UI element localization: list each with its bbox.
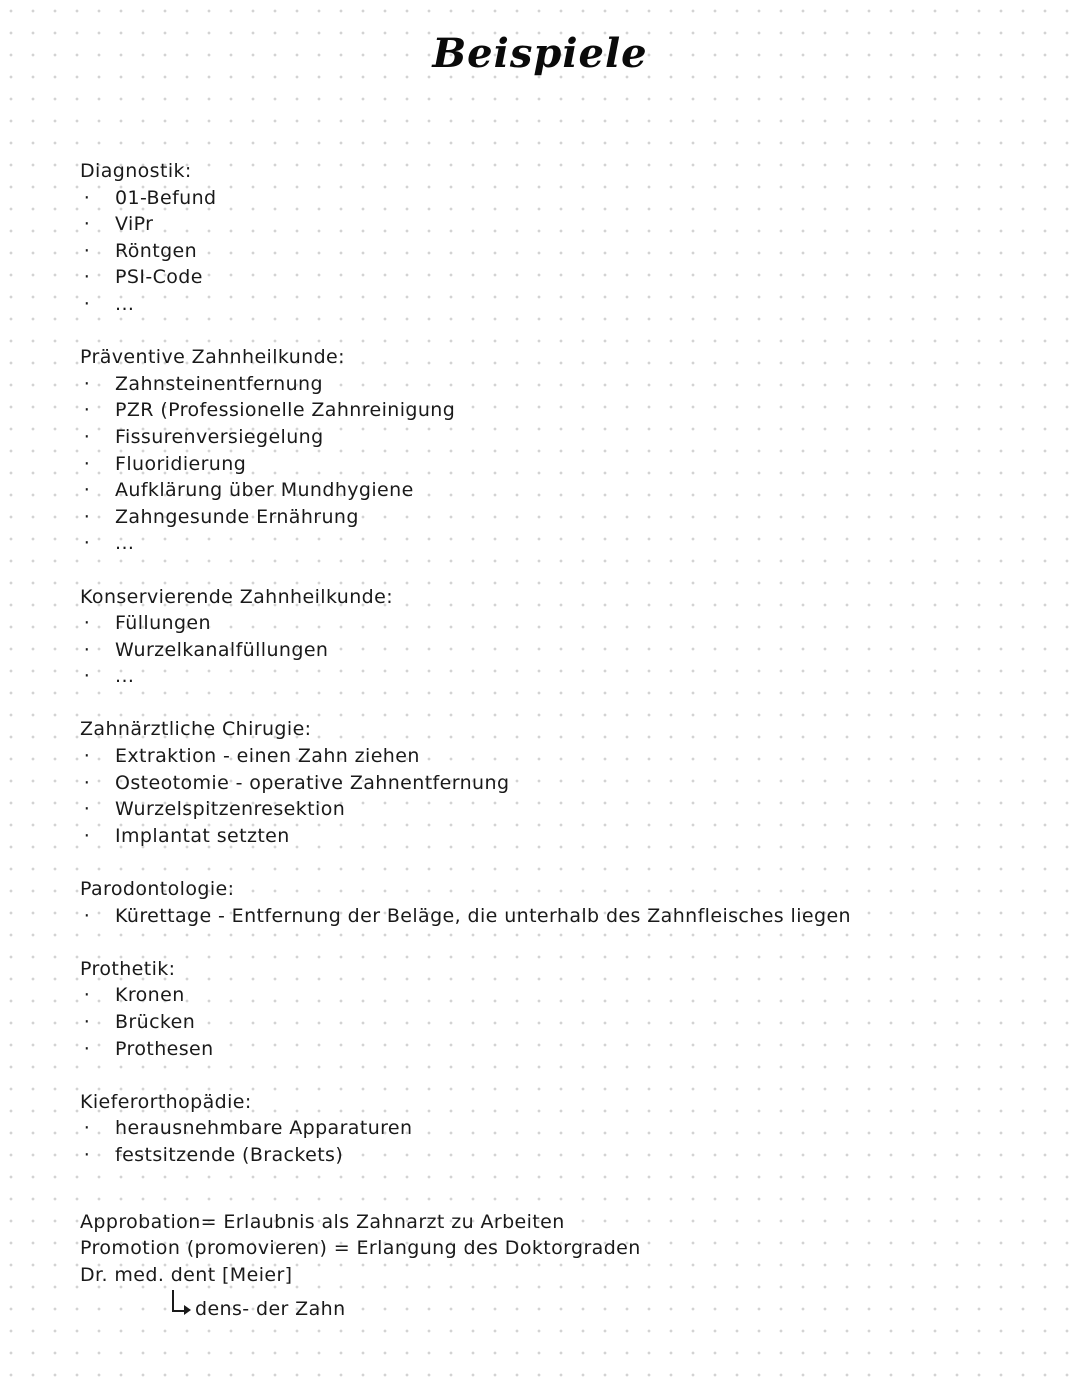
section-heading-parodontologie: Parodontologie:: [80, 878, 235, 901]
list-item: · Fissurenversiegelung: [80, 424, 1040, 451]
bullet-icon: ·: [83, 213, 91, 236]
list-item: · Prothesen: [80, 1036, 1040, 1063]
section-heading-kieferorthopaedie: Kieferorthopädie:: [80, 1090, 252, 1113]
list-item: · ViPr: [80, 211, 1040, 238]
list-item: · Fluoridierung: [80, 451, 1040, 478]
note-promotion: Promotion (promovieren) = Erlangung des Doktorgraden: [80, 1237, 641, 1260]
bullet-icon: ·: [83, 745, 91, 768]
list-item: · Implantat setzten: [80, 823, 1040, 850]
list-item: · Aufklärung über Mundhygiene: [80, 477, 1040, 504]
list-item: · Zahngesunde Ernährung: [80, 504, 1040, 531]
bullet-icon: ·: [83, 798, 91, 821]
bullet-icon: ·: [83, 239, 91, 262]
bullet-icon: ·: [83, 292, 91, 315]
section-heading-konservierende: Konservierende Zahnheilkunde:: [80, 585, 393, 608]
note-dens-text: dens- der Zahn: [195, 1298, 346, 1321]
list-item: · festsitzende (Brackets): [80, 1142, 1040, 1169]
bullet-icon: ·: [83, 612, 91, 635]
list-item: · herausnehmbare Apparaturen: [80, 1115, 1040, 1142]
arrow-head-icon: [184, 1305, 191, 1315]
list-item: · PZR (Professionelle Zahnreinigung: [80, 397, 1040, 424]
list-item: · Extraktion - einen Zahn ziehen: [80, 743, 1040, 770]
list-item: · Wurzelspitzenresektion: [80, 796, 1040, 823]
section-heading-praeventive: Präventive Zahnheilkunde:: [80, 346, 345, 369]
page-title: Beispiele: [432, 30, 648, 77]
section-heading-diagnostik: Diagnostik:: [80, 160, 192, 182]
list-item: · PSI-Code: [80, 264, 1040, 291]
bullet-icon: ·: [83, 186, 91, 209]
bullet-icon: ·: [83, 399, 91, 422]
list-item: · Füllungen: [80, 610, 1040, 637]
list-item: · Brücken: [80, 1009, 1040, 1036]
bullet-icon: ·: [83, 1117, 91, 1140]
bullet-icon: ·: [83, 665, 91, 688]
list-item: · 01-Befund: [80, 185, 1040, 212]
bullet-icon: ·: [83, 532, 91, 555]
list-item: · Osteotomie - operative Zahnentfernung: [80, 770, 1040, 797]
bullet-icon: ·: [83, 452, 91, 475]
bullet-icon: ·: [83, 1143, 91, 1166]
note-dr-title: Dr. med. dent [Meier]: [80, 1263, 293, 1286]
section-heading-chirurgie: Zahnärztliche Chirugie:: [80, 718, 312, 741]
list-item: · Kronen: [80, 982, 1040, 1009]
bullet-icon: ·: [83, 425, 91, 448]
bullet-icon: ·: [83, 1037, 91, 1060]
bullet-icon: ·: [83, 266, 91, 289]
notes-content: [80, 158, 1040, 1323]
bullet-icon: ·: [83, 771, 91, 794]
list-item: · Röntgen: [80, 238, 1040, 265]
bullet-icon: ·: [83, 505, 91, 528]
bullet-icon: ·: [83, 479, 91, 502]
note-dens: [80, 1296, 1040, 1323]
bullet-icon: ·: [83, 372, 91, 395]
list-item: · Zahnsteinentfernung: [80, 371, 1040, 398]
bullet-icon: ·: [83, 1011, 91, 1033]
list-item: · Wurzelkanalfüllungen: [80, 637, 1040, 664]
note-approbation: Approbation= Erlaubnis als Zahnarzt zu Arbeiten: [80, 1210, 565, 1233]
bullet-icon: ·: [83, 638, 91, 661]
section-heading-prothetik: Prothetik:: [80, 957, 176, 980]
bullet-icon: ·: [83, 984, 91, 1007]
bullet-icon: ·: [83, 904, 91, 927]
bullet-icon: ·: [83, 824, 91, 847]
list-item: · ...: [80, 530, 1040, 557]
list-item: · ...: [80, 291, 1040, 318]
list-item: · Kürettage - Entfernung der Beläge, die unterhalb des Zahnfleisches liegen: [80, 903, 1040, 930]
list-item: · ...: [80, 663, 1040, 690]
